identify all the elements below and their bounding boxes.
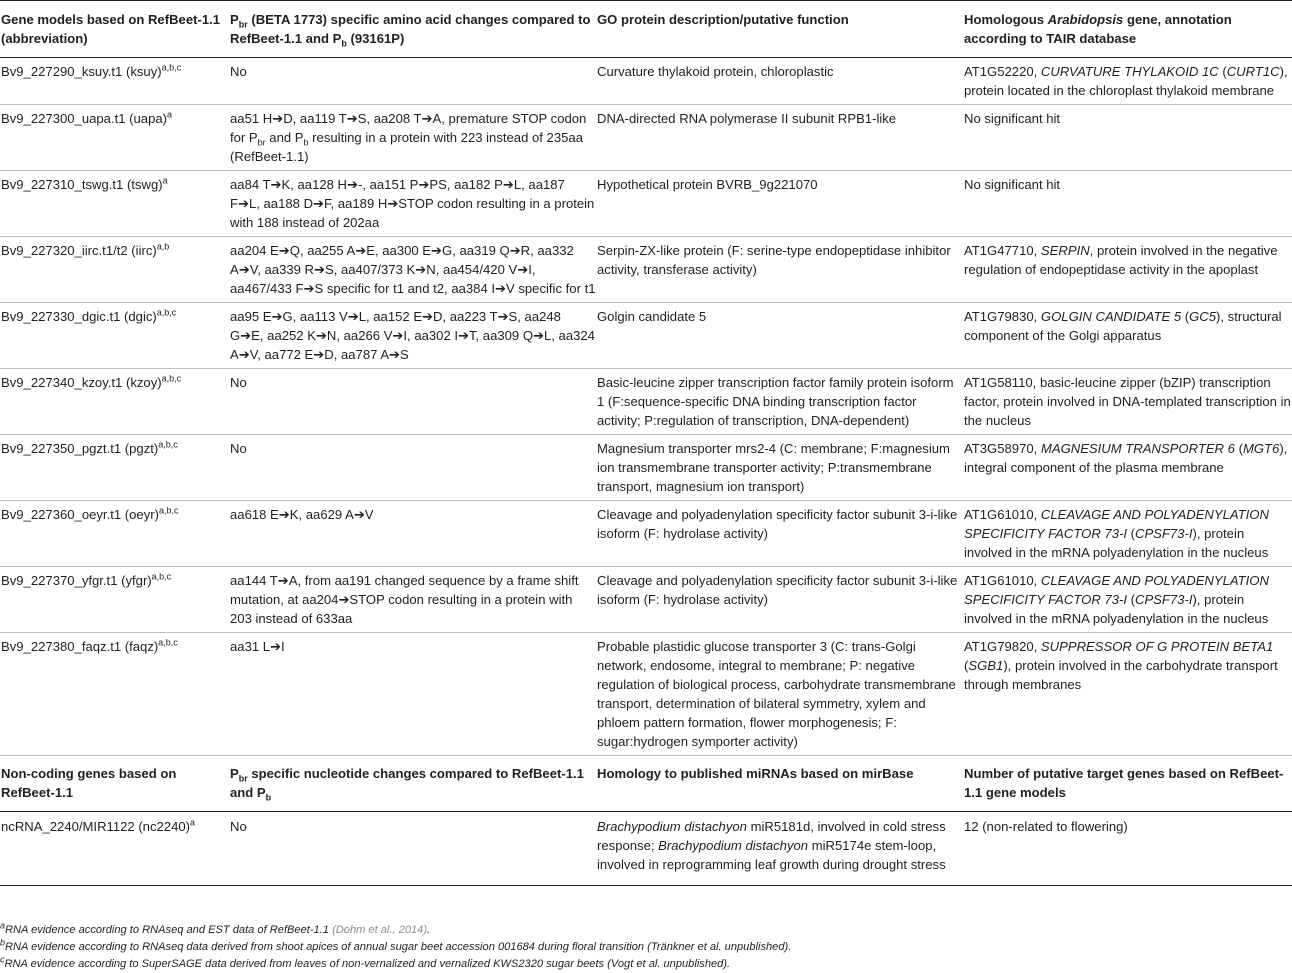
footnote-b: $^b$RNA evidence according to RNAseq data derived from shoot apices of annual sugar beet accession 001684 during floral transition (Tränkner et al. unpublished). [0,937,792,953]
changes-cell: No [229,812,596,886]
table-row [0,435,1292,501]
mirna-cell: Brachypodium distachyon miR5181d, involved in cold stress response; Brachypodium distachyon miR5174e stem-loop, involved in reprogramming leaf growth during drought stress [596,812,963,886]
citation-link[interactable]: (Dohm et al., 2014) [332,924,428,936]
changes-cell: No [229,58,596,105]
gene-cell: Bv9_227340_kzoy.t1 (kzoy)$^{a,b,c}$ [0,369,229,435]
header-gene-models: Gene models based on RefBeet-1.1 (abbreviation) [0,1,229,58]
changes-cell: aa51 H➔D, aa119 T➔S, aa208 T➔A, premature STOP codon for $P_{br}$ and $P_b$ resulting in a protein with 223 instead of 235aa (RefBeet-1.1) [229,105,596,171]
homolog-cell: AT1G61010, CLEAVAGE AND POLYADENYLATION SPECIFICITY FACTOR 73-I (CPSF73-I), protein involved in the mRNA polyadenylation in the nucleus [963,501,1292,567]
table-subheader [0,756,1292,812]
changes-cell: No [229,369,596,435]
table-header [0,1,1292,58]
go-cell: DNA-directed RNA polymerase II subunit RPB1-like [596,105,963,171]
gene-cell: Bv9_227320_iirc.t1/t2 (iirc)$^{a,b}$ [0,237,229,303]
changes-cell: aa95 E➔G, aa113 V➔L, aa152 E➔D, aa223 T➔S, aa248 G➔E, aa252 K➔N, aa266 V➔I, aa302 I➔T, aa309 Q➔L, aa324 A➔V, aa772 E➔D, aa787 A➔S [229,303,596,369]
changes-cell: No [229,435,596,501]
table-row [0,812,1292,886]
gene-cell: Bv9_227290_ksuy.t1 (ksuy)$^{a,b,c}$ [0,58,229,105]
table-row [0,369,1292,435]
header-homologous-gene: Homologous Arabidopsis gene, annotation according to TAIR database [963,1,1292,58]
table-row [0,105,1292,171]
table-footnotes [0,922,1292,973]
table-row [0,303,1292,369]
table-row [0,633,1292,756]
changes-cell: aa31 L➔I [229,633,596,756]
go-cell: Magnesium transporter mrs2-4 (C: membrane; F:magnesium ion transmembrane transporter activity; P:transmembrane transport, magnesium ion transport) [596,435,963,501]
table-row [0,567,1292,633]
table-row [0,237,1292,303]
go-cell: Serpin-ZX-like protein (F: serine-type endopeptidase inhibitor activity, transferase activity) [596,237,963,303]
homolog-cell: AT1G52220, CURVATURE THYLAKOID 1C (CURT1C), protein located in the chloroplast thylakoid membrane [963,58,1292,105]
table-row [0,58,1292,105]
header-nt-changes: $P_{br}$ specific nucleotide changes compared to RefBeet-1.1 and $P_b$ [229,756,596,812]
header-target-genes: Number of putative target genes based on RefBeet-1.1 gene models [963,756,1292,812]
go-cell: Basic-leucine zipper transcription factor family protein isoform 1 (F:sequence-specific DNA binding transcription factor activity; P:regulation of transcription, DNA-dependent) [596,369,963,435]
go-cell: Cleavage and polyadenylation specificity factor subunit 3-i-like isoform (F: hydrolase activity) [596,501,963,567]
changes-cell: aa618 E➔K, aa629 A➔V [229,501,596,567]
table-row [0,501,1292,567]
homolog-cell: AT1G61010, CLEAVAGE AND POLYADENYLATION SPECIFICITY FACTOR 73-I (CPSF73-I), protein involved in the mRNA polyadenylation in the nucleus [963,567,1292,633]
go-cell: Cleavage and polyadenylation specificity factor subunit 3-i-like isoform (F: hydrolase activity) [596,567,963,633]
changes-cell: aa144 T➔A, from aa191 changed sequence by a frame shift mutation, at aa204➔STOP codon resulting in a protein with 203 instead of 633aa [229,567,596,633]
go-cell: Hypothetical protein BVRB_9g221070 [596,171,963,237]
homolog-cell: No significant hit [963,105,1292,171]
homolog-cell: AT3G58970, MAGNESIUM TRANSPORTER 6 (MGT6), integral component of the plasma membrane [963,435,1292,501]
footnote-c: $^c$RNA evidence according to SuperSAGE data derived from leaves of non-vernalized and vernalized KWS2320 sugar beets (Vogt et al. unpublished). [0,954,731,970]
table-row [0,171,1292,237]
changes-cell: aa84 T➔K, aa128 H➔-, aa151 P➔PS, aa182 P➔L, aa187 F➔L, aa188 D➔F, aa189 H➔STOP codon resulting in a protein with 188 instead of 202aa [229,171,596,237]
changes-cell: aa204 E➔Q, aa255 A➔E, aa300 E➔G, aa319 Q➔R, aa332 A➔V, aa339 R➔S, aa407/373 K➔N, aa454/420 V➔I, aa467/433 F➔S specific for t1 and t2, aa384 I➔V specific for t1 [229,237,596,303]
header-mirna-homology: Homology to published miRNAs based on mirBase [596,756,963,812]
gene-cell: Bv9_227370_yfgr.t1 (yfgr)$^{a,b,c}$ [0,567,229,633]
homolog-cell: AT1G58110, basic-leucine zipper (bZIP) transcription factor, protein involved in DNA-templated transcription in the nucleus [963,369,1292,435]
gene-cell: Bv9_227380_faqz.t1 (faqz)$^{a,b,c}$ [0,633,229,756]
targets-cell: 12 (non-related to flowering) [963,812,1292,886]
homolog-cell: AT1G47710, SERPIN, protein involved in the negative regulation of endopeptidase activity in the apoplast [963,237,1292,303]
header-noncoding-genes: Non-coding genes based on RefBeet-1.1 [0,756,229,812]
gene-cell: ncRNA_2240/MIR1122 $(nc2240)^a$ [0,812,229,886]
gene-cell: Bv9_227350_pgzt.t1 (pgzt)$^{a,b,c}$ [0,435,229,501]
gene-cell: Bv9_227360_oeyr.t1 (oeyr)$^{a,b,c}$ [0,501,229,567]
homolog-cell: No significant hit [963,171,1292,237]
gene-cell: Bv9_227300_uapa.t1 (uapa)$^a$ [0,105,229,171]
gene-cell: Bv9_227330_dgic.t1 (dgic)$^{a,b,c}$ [0,303,229,369]
go-cell: Golgin candidate 5 [596,303,963,369]
homolog-cell: AT1G79820, SUPPRESSOR OF G PROTEIN BETA1 (SGB1), protein involved in the carbohydrate transport through membranes [963,633,1292,756]
go-cell: Curvature thylakoid protein, chloroplastic [596,58,963,105]
header-go-description: GO protein description/putative function [596,1,963,58]
gene-cell: Bv9_227310_tswg.t1 (tswg)$^a$ [0,171,229,237]
header-aa-changes: $P_{br}$ (BETA 1773) specific amino acid changes compared to RefBeet-1.1 and $P_b$ (93161P) [229,1,596,58]
go-cell: Probable plastidic glucose transporter 3 (C: trans-Golgi network, endosome, integral to membrane; P: negative regulation of biological process, carbohydrate transmembrane transport, determination of bilateral symmetry, xylem and phloem pattern formation, flower morphogenesis; F: sugar:hydrogen symporter activity) [596,633,963,756]
homolog-cell: AT1G79830, GOLGIN CANDIDATE 5 (GC5), structural component of the Golgi apparatus [963,303,1292,369]
footnote-a: $^a$RNA evidence according to RNAseq and EST data of RefBeet-1.1 (Dohm et al., 2014). [0,920,431,936]
